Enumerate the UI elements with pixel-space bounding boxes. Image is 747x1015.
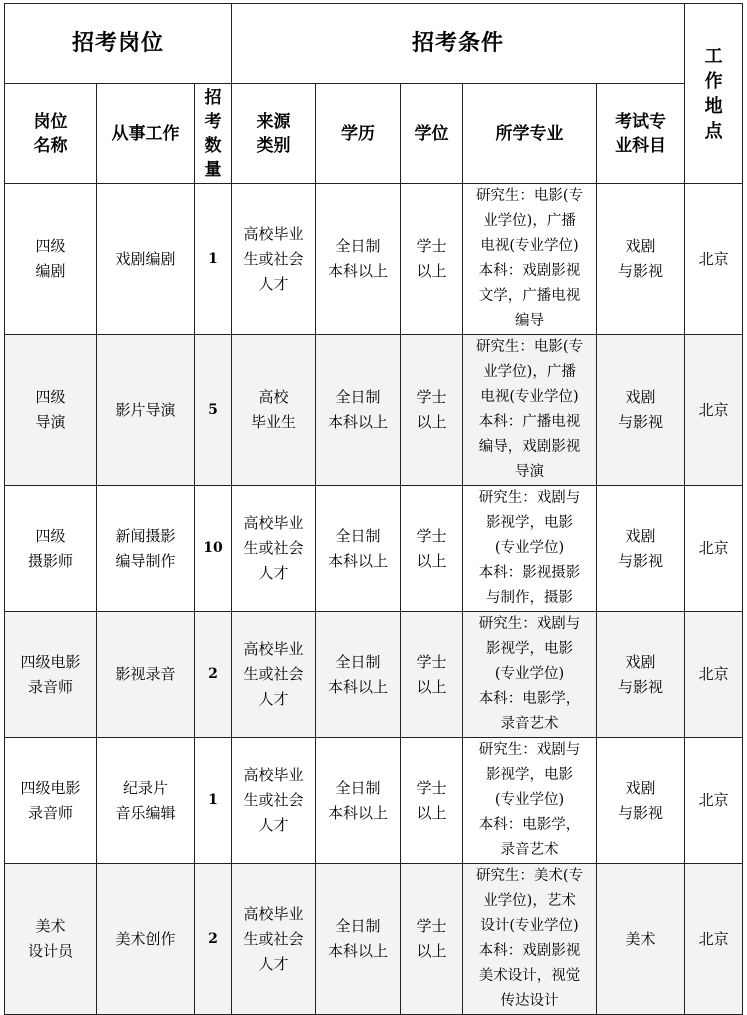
major-line: 电视(专业学位): [480, 389, 579, 405]
education-line: 本科以上: [328, 262, 389, 280]
exam-subject-line: 与影视: [618, 551, 664, 570]
major-line: 影视学，电影: [486, 641, 574, 657]
source-type-line: 生或社会: [243, 249, 304, 268]
degree-cell: [401, 335, 463, 486]
position-name-cell: [5, 184, 97, 335]
education-line: 本科以上: [328, 413, 389, 431]
degree-cell: [401, 612, 463, 738]
major-line: 研究生：戏剧与: [478, 742, 581, 758]
job-duty-line: 影视录音: [115, 665, 176, 683]
major-line: 编导，戏剧影视: [478, 439, 581, 455]
source-type-cell: [232, 486, 316, 612]
exam-subject-line: 与影视: [618, 803, 664, 822]
position-name-line: 导演: [35, 413, 66, 431]
recruit-count-cell: 5: [195, 335, 232, 486]
degree-line: 以上: [416, 262, 447, 280]
exam-subject-line: 与影视: [618, 413, 664, 431]
header-work-location: 工 作 地 点: [685, 4, 743, 184]
location-cell: 北京: [685, 486, 743, 612]
education-line: 全日制: [335, 388, 381, 406]
source-type-line: 生或社会: [243, 929, 304, 948]
major-line: 本科：广播电视: [478, 414, 581, 430]
table-row: [5, 184, 743, 335]
header-condition-group: 招考条件: [232, 4, 685, 84]
major-line: 影视学，电影: [486, 515, 574, 531]
education-cell: [316, 738, 401, 864]
major-line: 研究生：戏剧与: [478, 616, 581, 632]
position-name-line: 录音师: [27, 803, 73, 822]
source-type-line: 高校毕业: [243, 224, 304, 243]
major-line: 研究生：美术(专: [475, 868, 584, 884]
degree-cell: [401, 486, 463, 612]
major-line: 研究生：电影(专: [475, 339, 584, 355]
position-name-cell: [5, 486, 97, 612]
location-cell: 北京: [685, 335, 743, 486]
major-cell: [463, 738, 597, 864]
header-source-type: 来源 类别: [232, 84, 316, 184]
education-cell: [316, 612, 401, 738]
source-type-cell: [232, 184, 316, 335]
position-name-cell: [5, 335, 97, 486]
major-line: 录音艺术: [500, 842, 559, 858]
location-cell: 北京: [685, 864, 743, 1015]
exam-subject-cell: [597, 612, 685, 738]
education-cell: [316, 335, 401, 486]
major-line: (专业学位): [494, 792, 565, 808]
position-name-cell: [5, 738, 97, 864]
job-duty-cell: [97, 486, 195, 612]
education-line: 全日制: [335, 526, 381, 545]
exam-subject-cell: [597, 486, 685, 612]
source-type-line: 高校: [258, 388, 289, 406]
major-cell: [463, 335, 597, 486]
degree-line: 以上: [416, 413, 447, 431]
location-cell: 北京: [685, 738, 743, 864]
header-job-duty: 从事工作: [97, 84, 195, 184]
header-major: 所学专业: [463, 84, 597, 184]
position-name-line: 四级: [35, 388, 66, 406]
degree-line: 学士: [416, 388, 447, 406]
header-position-group: 招考岗位: [5, 4, 232, 84]
source-type-line: 人才: [258, 564, 289, 582]
major-line: 录音艺术: [500, 716, 559, 732]
major-line: 文学，广播电视: [478, 288, 581, 304]
source-type-cell: [232, 738, 316, 864]
recruit-count-cell: 10: [195, 486, 232, 612]
job-duty-line: 美术创作: [115, 929, 176, 948]
exam-subject-line: 戏剧: [625, 388, 656, 406]
exam-subject-line: 美术: [625, 929, 656, 948]
major-line: 本科：电影学，: [478, 691, 581, 707]
source-type-line: 生或社会: [243, 791, 304, 809]
position-name-line: 设计员: [27, 942, 73, 960]
source-type-cell: [232, 612, 316, 738]
position-name-line: 编剧: [35, 262, 66, 280]
job-duty-line: 纪录片: [122, 778, 168, 797]
exam-subject-line: 戏剧: [625, 526, 656, 545]
table-row: [5, 612, 743, 738]
major-line: (专业学位): [494, 540, 565, 556]
position-name-line: 录音师: [27, 677, 73, 696]
table-row: [5, 335, 743, 486]
source-type-cell: [232, 864, 316, 1015]
major-cell: [463, 864, 597, 1015]
major-line: 本科：戏剧影视: [478, 943, 581, 959]
recruit-count-cell: 1: [195, 184, 232, 335]
source-type-cell: [232, 335, 316, 486]
source-type-line: 人才: [258, 274, 289, 293]
major-cell: [463, 184, 597, 335]
education-line: 本科以上: [328, 677, 389, 696]
major-line: 业学位)，广播: [483, 213, 576, 229]
source-type-line: 人才: [258, 690, 289, 708]
source-type-line: 高校毕业: [243, 904, 304, 923]
job-duty-line: 戏剧编剧: [115, 249, 176, 268]
exam-subject-cell: [597, 184, 685, 335]
job-duty-line: 新闻摄影: [115, 526, 176, 545]
source-type-line: 高校毕业: [243, 514, 304, 532]
exam-subject-cell: [597, 738, 685, 864]
source-type-line: 人才: [258, 954, 289, 973]
degree-line: 以上: [416, 803, 447, 822]
major-line: 研究生：戏剧与: [478, 490, 581, 506]
degree-line: 以上: [416, 942, 447, 960]
source-type-line: 毕业生: [251, 413, 297, 431]
recruit-count-cell: 2: [195, 612, 232, 738]
recruitment-table: [4, 3, 743, 1015]
major-line: (专业学位): [494, 666, 565, 682]
major-line: 电视(专业学位): [480, 238, 579, 254]
recruit-count-cell: 1: [195, 738, 232, 864]
major-line: 本科：电影学，: [478, 817, 581, 833]
exam-subject-cell: [597, 335, 685, 486]
location-cell: 北京: [685, 612, 743, 738]
header-position-name: 岗位 名称: [5, 84, 97, 184]
exam-subject-line: 戏剧: [625, 778, 656, 797]
major-line: 影视学，电影: [486, 767, 574, 783]
position-name-line: 四级电影: [20, 778, 81, 797]
exam-subject-line: 与影视: [618, 262, 664, 280]
header-recruit-count: 招 考 数 量: [195, 84, 232, 184]
degree-cell: [401, 864, 463, 1015]
header-degree: 学位: [401, 84, 463, 184]
education-line: 全日制: [335, 778, 381, 797]
major-line: 设计(专业学位): [480, 918, 579, 934]
table-body: [5, 184, 743, 1015]
degree-line: 以上: [416, 677, 447, 696]
education-cell: [316, 184, 401, 335]
major-line: 本科：影视摄影: [478, 565, 581, 581]
position-name-line: 四级: [35, 237, 66, 255]
source-type-line: 高校毕业: [243, 766, 304, 784]
education-cell: [316, 864, 401, 1015]
major-line: 传达设计: [500, 993, 559, 1009]
position-name-cell: [5, 612, 97, 738]
exam-subject-cell: [597, 864, 685, 1015]
position-name-cell: [5, 864, 97, 1015]
degree-cell: [401, 738, 463, 864]
position-name-line: 美术: [35, 917, 66, 935]
job-duty-cell: [97, 738, 195, 864]
source-type-line: 生或社会: [243, 665, 304, 683]
job-duty-line: 音乐编辑: [115, 803, 176, 822]
major-line: 美术设计，视觉: [478, 968, 581, 984]
education-line: 本科以上: [328, 803, 389, 822]
education-line: 全日制: [335, 917, 381, 935]
location-cell: 北京: [685, 184, 743, 335]
table-row: [5, 486, 743, 612]
major-line: 业学位)，广播: [483, 364, 576, 380]
header-row-top: [5, 4, 743, 84]
position-name-line: 摄影师: [27, 551, 73, 570]
major-line: 编导: [515, 313, 545, 329]
exam-subject-line: 戏剧: [625, 237, 656, 255]
major-line: 本科：戏剧影视: [478, 263, 581, 279]
major-cell: [463, 612, 597, 738]
degree-line: 学士: [416, 778, 447, 797]
education-line: 全日制: [335, 652, 381, 671]
major-line: 研究生：电影(专: [475, 188, 584, 204]
exam-subject-line: 与影视: [618, 677, 664, 696]
job-duty-line: 编导制作: [115, 551, 176, 570]
major-line: 与制作，摄影: [486, 590, 574, 606]
header-row-sub: [5, 84, 743, 184]
education-line: 全日制: [335, 237, 381, 255]
job-duty-cell: [97, 184, 195, 335]
major-cell: [463, 486, 597, 612]
degree-cell: [401, 184, 463, 335]
degree-line: 学士: [416, 652, 447, 671]
header-exam-subject: 考试专 业科目: [597, 84, 685, 184]
degree-line: 学士: [416, 526, 447, 545]
header-education: 学历: [316, 84, 401, 184]
job-duty-cell: [97, 335, 195, 486]
position-name-line: 四级: [35, 526, 66, 545]
source-type-line: 高校毕业: [243, 640, 304, 658]
position-name-line: 四级电影: [20, 652, 81, 671]
source-type-line: 人才: [258, 816, 289, 834]
education-line: 本科以上: [328, 942, 389, 960]
table-row: [5, 738, 743, 864]
education-cell: [316, 486, 401, 612]
exam-subject-line: 戏剧: [625, 652, 656, 671]
degree-line: 学士: [416, 237, 447, 255]
job-duty-cell: [97, 612, 195, 738]
major-line: 业学位)，艺术: [483, 893, 576, 909]
table-row: [5, 864, 743, 1015]
job-duty-cell: [97, 864, 195, 1015]
job-duty-line: 影片导演: [115, 400, 176, 419]
major-line: 导演: [515, 464, 545, 480]
education-line: 本科以上: [328, 551, 389, 570]
degree-line: 以上: [416, 551, 447, 570]
degree-line: 学士: [416, 917, 447, 935]
recruit-count-cell: 2: [195, 864, 232, 1015]
source-type-line: 生或社会: [243, 539, 304, 557]
